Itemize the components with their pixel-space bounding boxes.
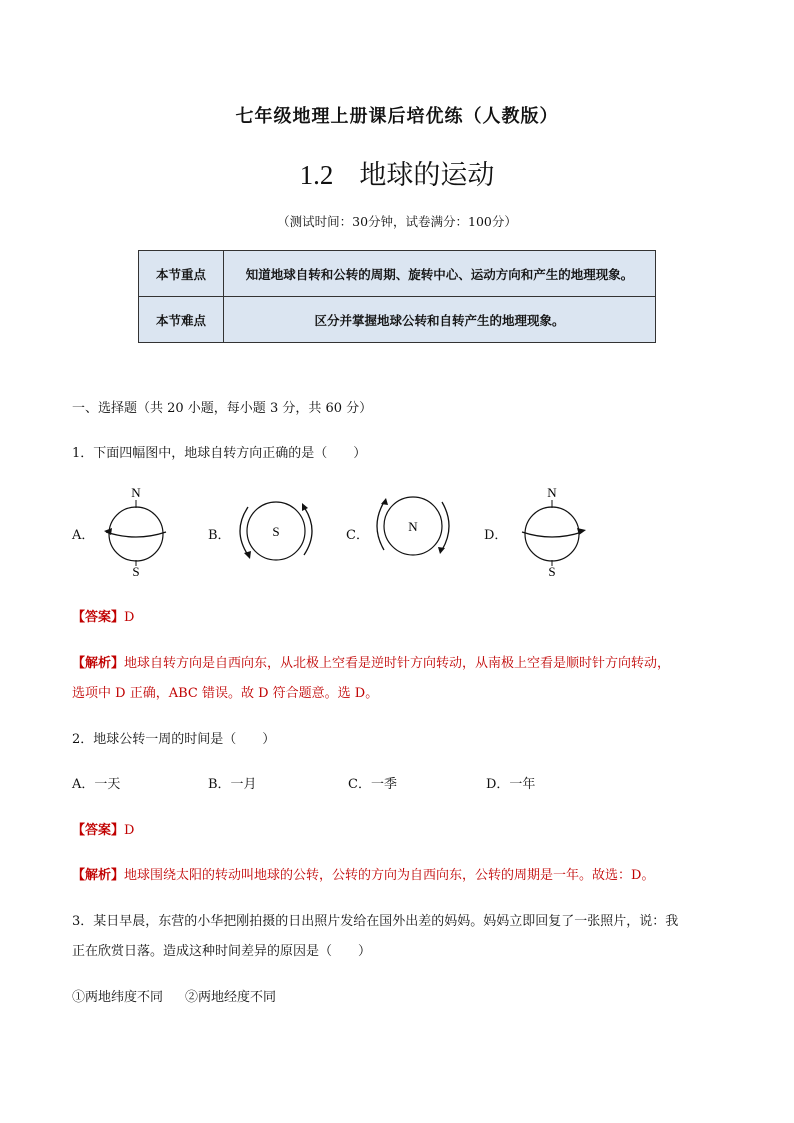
south-letter: S bbox=[272, 524, 280, 539]
q1-diagram-a bbox=[100, 482, 180, 578]
section-heading: 一、选择题（共 20 小题，每小题 3 分，共 60 分） bbox=[72, 401, 373, 416]
question-1-stem: 1．下面四幅图中，地球自转方向正确的是（ ） bbox=[72, 446, 367, 461]
q1-diagram-b bbox=[232, 495, 320, 567]
north-letter: N bbox=[547, 485, 557, 500]
focus-table bbox=[138, 250, 656, 343]
analysis-tag: 【解析】 bbox=[72, 868, 125, 883]
question-2-stem: 2．地球公转一周的时间是（ ） bbox=[72, 732, 276, 747]
north-letter: N bbox=[131, 485, 141, 500]
lesson-title bbox=[0, 153, 794, 192]
question-1-analysis bbox=[72, 652, 670, 671]
analysis-tag: 【解析】 bbox=[72, 656, 125, 671]
south-letter: S bbox=[132, 564, 140, 578]
lesson-name: 地球的运动 bbox=[359, 160, 495, 191]
answer-value: D bbox=[124, 610, 135, 625]
focus-text: 知道地球自转和公转的周期、旋转中心、运动方向和产生的地理现象。 bbox=[224, 251, 656, 297]
table-row bbox=[139, 297, 656, 343]
q2-option-d: D．一年 bbox=[486, 777, 536, 792]
q1-option-a-label: A． bbox=[72, 528, 95, 543]
question-1-answer bbox=[72, 606, 134, 625]
difficulty-label: 本节难点 bbox=[139, 297, 224, 343]
question-3-choices bbox=[72, 986, 276, 1005]
choice-item: ①两地纬度不同 bbox=[72, 990, 164, 1005]
choice-item: ②两地经度不同 bbox=[185, 990, 277, 1005]
lesson-number: 1.2 bbox=[299, 160, 334, 190]
focus-label: 本节重点 bbox=[139, 251, 224, 297]
answer-value: D bbox=[124, 823, 135, 838]
q1-option-b-label: B． bbox=[208, 528, 231, 543]
q2-option-b: B．一月 bbox=[208, 777, 257, 792]
analysis-text: 地球自转方向是自西向东，从北极上空看是逆时针方向转动，从南极上空看是顺时针方向转动， bbox=[124, 656, 671, 671]
q1-diagram-d bbox=[514, 482, 594, 578]
analysis-text: 地球围绕太阳的转动叫地球的公转，公转的方向为自西向东，公转的周期是一年。故选：D。 bbox=[124, 868, 655, 883]
question-3-stem-cont: 正在欣赏日落。造成这种时间差异的原因是（ ） bbox=[72, 944, 372, 959]
north-letter: N bbox=[408, 519, 418, 534]
q2-option-c: C．一季 bbox=[348, 777, 397, 792]
answer-tag: 【答案】 bbox=[72, 823, 125, 838]
q1-option-d-label: D． bbox=[484, 528, 508, 543]
q1-option-c-label: C． bbox=[346, 528, 369, 543]
test-info: （测试时间：30分钟，试卷满分：100分） bbox=[277, 214, 517, 229]
question-1-analysis-cont: 选项中 D 正确，ABC 错误。故 D 符合题意。选 D。 bbox=[72, 686, 379, 701]
difficulty-text: 区分并掌握地球公转和自转产生的地理现象。 bbox=[224, 297, 656, 343]
q2-option-a: A．一天 bbox=[72, 777, 121, 792]
question-2-analysis bbox=[72, 864, 654, 883]
q1-diagram-c bbox=[372, 492, 454, 564]
series-title: 七年级地理上册课后培优练（人教版） bbox=[235, 106, 559, 127]
answer-tag: 【答案】 bbox=[72, 610, 125, 625]
table-row bbox=[139, 251, 656, 297]
question-2-answer bbox=[72, 819, 134, 838]
question-3-stem: 3．某日早晨，东营的小华把刚拍摄的日出照片发给在国外出差的妈妈。妈妈立即回复了一张照片，说：我 bbox=[72, 914, 679, 929]
south-letter: S bbox=[548, 564, 556, 578]
